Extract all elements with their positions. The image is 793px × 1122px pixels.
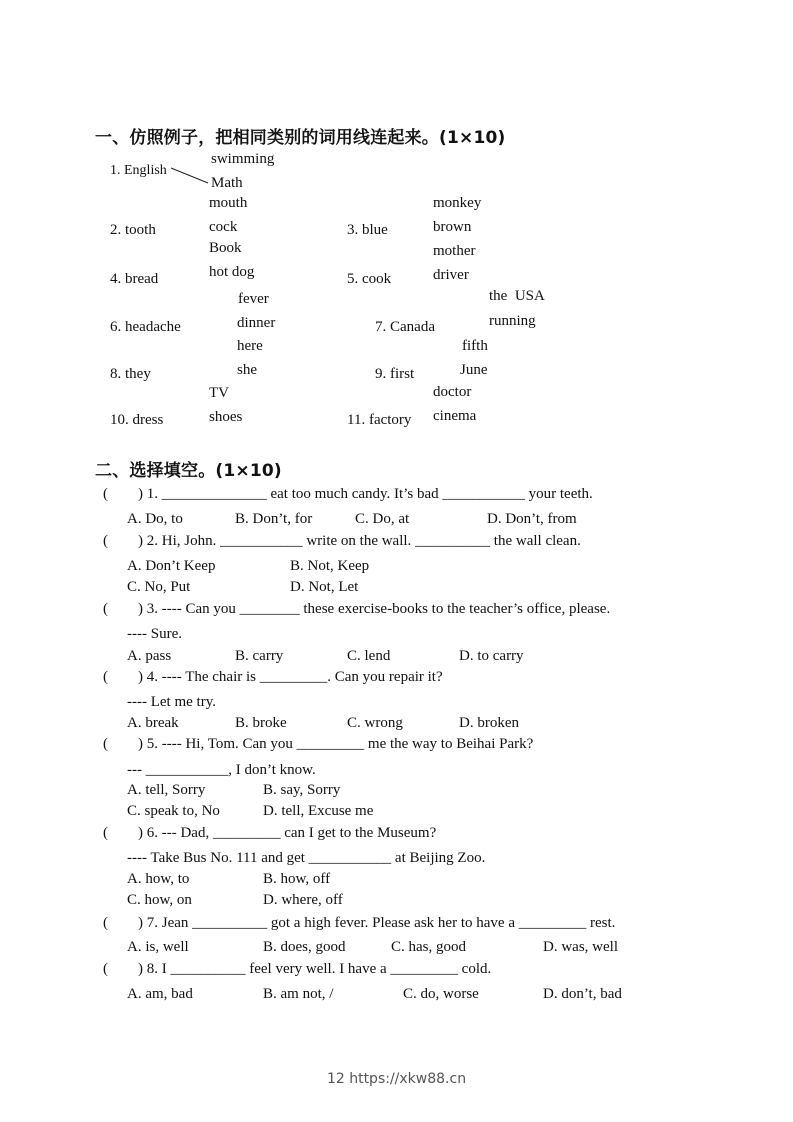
word-cook: 5. cook [347,271,392,287]
question-5-stem: ( ) 5. ---- Hi, Tom. Can you _________ me the way to Beihai Park? [103,736,534,752]
question-7-option-b: B. does, good [263,939,346,955]
word-canada: 7. Canada [375,319,435,335]
word-headache: 6. headache [110,319,181,335]
option-shoes: shoes [209,409,243,425]
option-she: she [237,362,257,378]
question-3-reply: ---- Sure. [127,626,182,642]
question-8-option-b: B. am not, / [263,986,334,1002]
option-fifth: fifth [462,338,488,354]
question-5-option-b: B. say, Sorry [263,782,341,798]
question-1-option-c: C. Do, at [355,511,410,527]
question-4-option-a: A. break [127,715,179,731]
question-2-option-a: A. Don’t Keep [127,558,216,574]
word-first: 9. first [375,366,415,382]
option-here: here [237,338,263,354]
option-fever: fever [238,291,269,307]
question-6-reply: ---- Take Bus No. 111 and get ___________ at Beijing Zoo. [127,850,486,866]
option-monkey: monkey [433,195,482,211]
question-1-option-a: A. Do, to [127,511,183,527]
section1-title: 一、仿照例子，把相同类别的词用线连起来。(1×10) [95,128,506,148]
question-7-option-a: A. is, well [127,939,189,955]
option-running: running [489,313,536,329]
question-2-option-b: B. Not, Keep [290,558,370,574]
question-4-option-b: B. broke [235,715,287,731]
option-mother: mother [433,243,476,259]
page-footer: 12 https://xkw88.cn [326,1071,467,1087]
question-4-stem: ( ) 4. ---- The chair is _________. Can you repair it? [103,669,443,685]
option-dinner: dinner [237,315,276,331]
question-6-option-c: C. how, on [127,892,192,908]
question-8-option-c: C. do, worse [403,986,479,1002]
question-3-option-c: C. lend [347,648,391,664]
question-3-stem: ( ) 3. ---- Can you ________ these exercise-books to the teacher’s office, please. [103,601,611,617]
option-cinema: cinema [433,408,477,424]
question-5-option-d: D. tell, Excuse me [263,803,374,819]
question-7-stem: ( ) 7. Jean __________ got a high fever. Please ask her to have a _________ rest. [103,915,616,931]
question-1-option-b: B. Don’t, for [235,511,313,527]
option-the-usa: the USA [489,288,545,304]
option-driver: driver [433,267,469,283]
word-bread: 4. bread [110,271,159,287]
option-cock: cock [209,219,238,235]
question-2-option-d: D. Not, Let [290,579,359,595]
question-1-stem: ( ) 1. ______________ eat too much candy. It’s bad ___________ your teeth. [103,486,593,502]
option-doctor: doctor [433,384,472,400]
option-math: Math [211,175,243,191]
question-6-option-a: A. how, to [127,871,190,887]
question-5-option-a: A. tell, Sorry [127,782,206,798]
question-3-option-a: A. pass [127,648,172,664]
question-8-option-a: A. am, bad [127,986,193,1002]
option-mouth: mouth [209,195,248,211]
question-7-option-d: D. was, well [543,939,618,955]
option-june: June [460,362,488,378]
question-4-option-d: D. broken [459,715,519,731]
question-4-reply: ---- Let me try. [127,694,216,710]
option-brown: brown [433,219,472,235]
question-8-stem: ( ) 8. I __________ feel very well. I have a _________ cold. [103,961,492,977]
question-6-option-d: D. where, off [263,892,343,908]
question-3-option-d: D. to carry [459,648,524,664]
word-factory: 11. factory [347,412,412,428]
option-book: Book [209,240,242,256]
question-5-option-c: C. speak to, No [127,803,220,819]
question-6-stem: ( ) 6. --- Dad, _________ can I get to the Museum? [103,825,437,841]
word-blue: 3. blue [347,222,388,238]
question-4-option-c: C. wrong [347,715,403,731]
question-5-reply: --- ___________, I don’t know. [127,762,316,778]
section2-title: 二、选择填空。(1×10) [95,461,282,481]
word-english: 1. English [110,163,167,178]
word-dress: 10. dress [110,412,164,428]
question-8-option-d: D. don’t, bad [543,986,622,1002]
question-7-option-c: C. has, good [391,939,466,955]
question-2-option-c: C. No, Put [127,579,191,595]
question-6-option-b: B. how, off [263,871,331,887]
option-hot-dog: hot dog [209,264,255,280]
word-they: 8. they [110,366,151,382]
word-tooth: 2. tooth [110,222,156,238]
question-1-option-d: D. Don’t, from [487,511,577,527]
question-2-stem: ( ) 2. Hi, John. ___________ write on the wall. __________ the wall clean. [103,533,581,549]
option-swimming: swimming [211,151,275,167]
question-3-option-b: B. carry [235,648,284,664]
option-tv: TV [209,385,229,401]
